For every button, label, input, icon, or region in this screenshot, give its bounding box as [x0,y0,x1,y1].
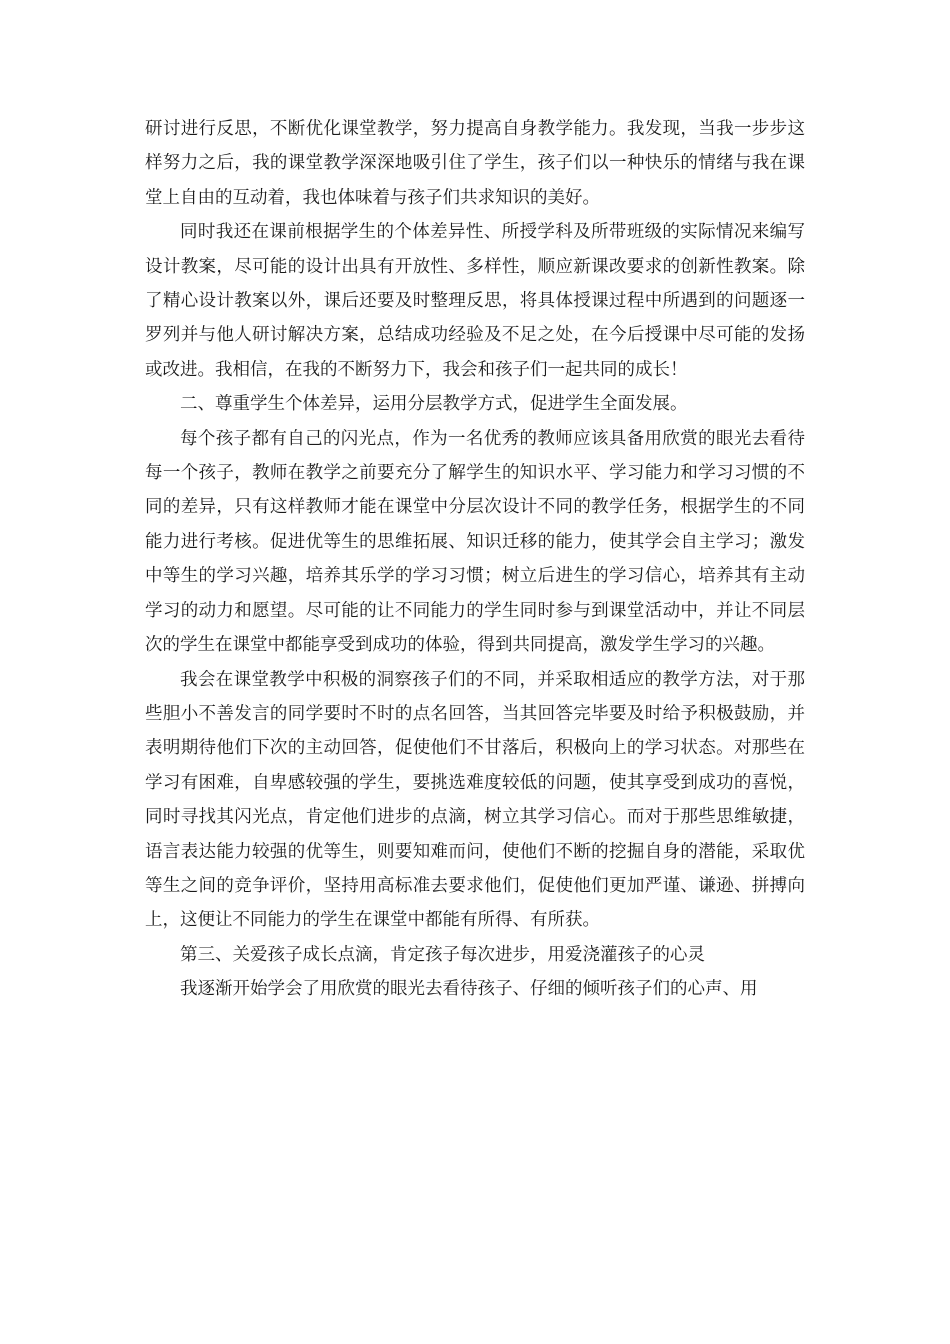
paragraph-lesson-plan: 同时我还在课前根据学生的个体差异性、所授学科及所带班级的实际情况来编写设计教案，尽可能的设计出具有开放性、多样性，顺应新课改要求的创新性教案。除了精心设计教案以外，课后还要及时整理反思，将具体授课过程中所遇到的问题逐一罗列并与他人研讨解决方案，总结成功经验及不足之处，在今后授课中尽可能的发扬或改进。我相信，在我的不断努力下，我会和孩子们一起共同的成长！ [145,222,805,380]
paragraph-appreciation: 我逐渐开始学会了用欣赏的眼光去看待孩子、仔细的倾听孩子们的心声、用 [180,979,758,1000]
paragraph-classroom-observation: 我会在课堂教学中积极的洞察孩子们的不同，并采取相适应的教学方法，对于那些胆小不善发言的同学要时不时的点名回答，当其回答完毕要及时给予积极鼓励，并表明期待他们下次的主动回答，促使他们不甘落后，积极向上的学习状态。对那些在学习有困难，自卑感较强的学生，要挑选难度较低的问题，使其享受到成功的喜悦，同时寻找其闪光点，肯定他们进步的点滴，树立其学习信心。而对于那些思维敏捷，语言表达能力较强的优等生，则要知难而问，使他们不断的挖掘自身的潜能，采取优等生之间的竞争评价，坚持用高标准去要求他们，促使他们更加严谨、谦逊、拼搏向上，这便让不同能力的学生在课堂中都能有所得、有所获。 [145,669,805,931]
section-heading-three: 第三、关爱孩子成长点滴，肯定孩子每次进步，用爱浇灌孩子的心灵 [180,944,705,965]
paragraph-continued: 研讨进行反思，不断优化课堂教学，努力提高自身教学能力。我发现，当我一步步这样努力之后，我的课堂教学深深地吸引住了学生，孩子们以一种快乐的情绪与我在课堂上自由的互动着，我也体味着与孩子们共求知识的美好。 [145,119,805,208]
document-page [145,112,805,1007]
section-heading-two: 二、尊重学生个体差异，运用分层教学方式，促进学生全面发展。 [180,394,688,415]
paragraph-layered-teaching: 每个孩子都有自己的闪光点，作为一名优秀的教师应该具备用欣赏的眼光去看待每一个孩子，教师在教学之前要充分了解学生的知识水平、学习能力和学习习惯的不同的差异，只有这样教师才能在课堂中分层次设计不同的教学任务，根据学生的不同能力进行考核。促进优等生的思维拓展、知识迁移的能力，使其学会自主学习；激发中等生的学习兴趣，培养其乐学的学习习惯；树立后进生的学习信心，培养其有主动学习的动力和愿望。尽可能的让不同能力的学生同时参与到课堂活动中，并让不同层次的学生在课堂中都能享受到成功的体验，得到共同提高，激发学生学习的兴趣。 [145,428,805,656]
